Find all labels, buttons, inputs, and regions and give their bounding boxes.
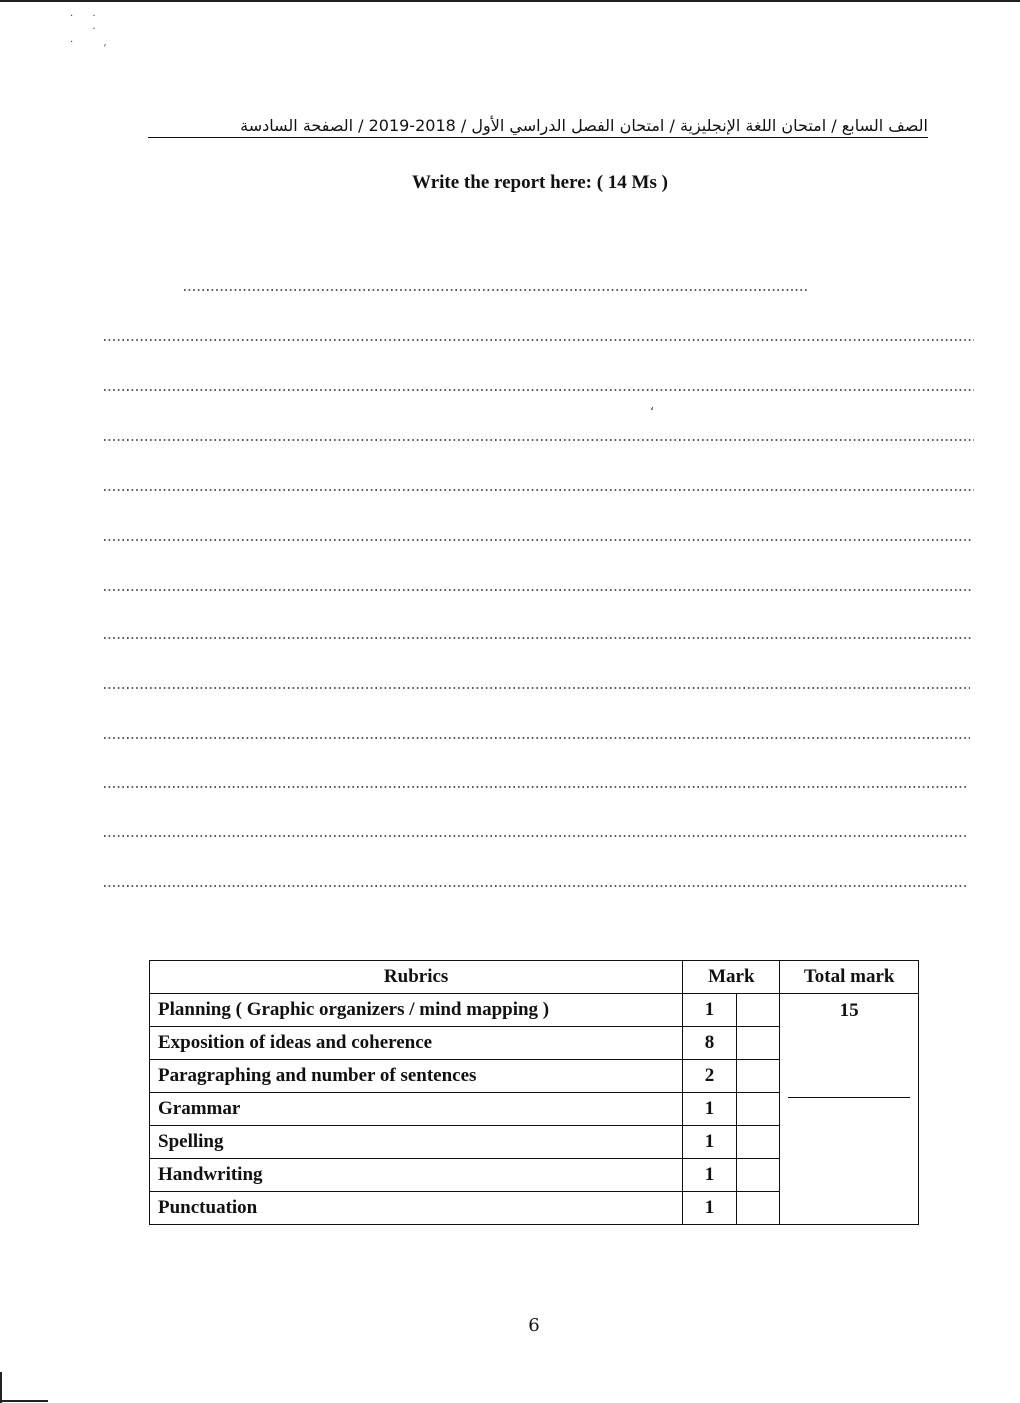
table-row	[150, 994, 919, 1027]
mark-cell: 1	[683, 1126, 737, 1159]
criterion-cell: Spelling	[150, 1126, 683, 1159]
mark-cell: 1	[683, 1192, 737, 1225]
criterion-cell: Planning ( Graphic organizers / mind mapping )	[150, 994, 683, 1027]
total-mark-header: Total mark	[780, 961, 919, 994]
criterion-cell: Exposition of ideas and coherence	[150, 1027, 683, 1060]
scan-specks: · · · · ,	[70, 11, 115, 48]
scan-edge-top	[0, 0, 1020, 2]
criterion-cell: Punctuation	[150, 1192, 683, 1225]
mark-cell: 1	[683, 994, 737, 1027]
page-header: الصف السابع / امتحان اللغة الإنجليزية / امتحان الفصل الدراسي الأول / 2018-2019 / الصفحة السادسة	[148, 116, 928, 138]
criterion-cell: Grammar	[150, 1093, 683, 1126]
mark-cell: 2	[683, 1060, 737, 1093]
scan-edge-bottom	[0, 1400, 48, 1402]
mark-cell: 1	[683, 1159, 737, 1192]
score-cell[interactable]	[736, 1126, 780, 1159]
criterion-cell: Paragraphing and number of sentences	[150, 1060, 683, 1093]
total-mark-value: 15	[839, 1000, 859, 1021]
stray-mark: ‘	[650, 405, 654, 419]
score-cell[interactable]	[736, 1093, 780, 1126]
criterion-cell: Handwriting	[150, 1159, 683, 1192]
table-header-row	[150, 961, 919, 994]
rubrics-header: Rubrics	[150, 961, 683, 994]
mark-cell: 1	[683, 1093, 737, 1126]
mark-header: Mark	[683, 961, 780, 994]
mark-cell: 8	[683, 1027, 737, 1060]
score-cell[interactable]	[736, 994, 780, 1027]
total-mark-cell	[780, 994, 919, 1225]
rubrics-table	[149, 960, 919, 1225]
score-cell[interactable]	[736, 1159, 780, 1192]
score-cell[interactable]	[736, 1192, 780, 1225]
score-cell[interactable]	[736, 1060, 780, 1093]
page-title: Write the report here: ( 14 Ms )	[412, 172, 668, 193]
scan-edge-left	[0, 1372, 2, 1403]
page-number: 6	[528, 1315, 540, 1336]
score-cell[interactable]	[736, 1027, 780, 1060]
